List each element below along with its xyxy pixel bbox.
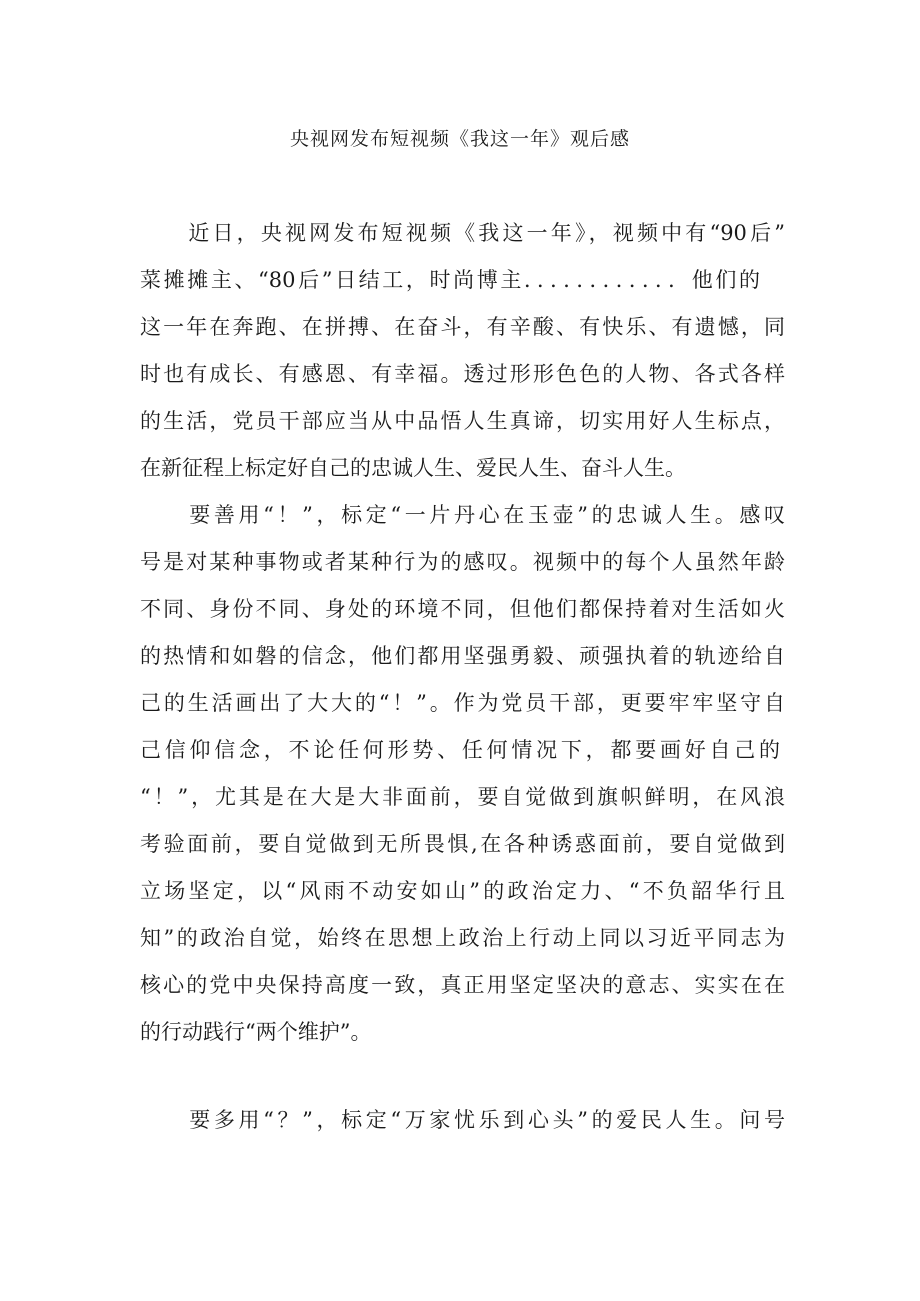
- text-line: 立场坚定，以“风雨不动安如山”的政治定力、“不负韶华行且: [140, 879, 785, 903]
- text-line: 的生活，党员干部应当从中品悟人生真谛，切实用好人生标点，: [140, 409, 785, 433]
- text-line: 要多用“？”，标定“万家忧乐到心头”的爱民人生。问号: [140, 1108, 785, 1132]
- text-line: 号是对某种事物或者某种行为的感叹。视频中的每个人虽然年龄: [140, 550, 785, 574]
- text-line: “！”，尤其是在大是大非面前，要自觉做到旗帜鲜明，在风浪: [140, 785, 785, 809]
- text-line: 的热情和如磐的信念，他们都用坚强勇毅、顽强执着的轨迹给自: [140, 644, 785, 668]
- text-line: 近日，央视网发布短视频《我这一年》，视频中有“90后”: [140, 221, 785, 245]
- text-line: 己的生活画出了大大的“！”。作为党员干部，更要牢牢坚守自: [140, 691, 785, 715]
- text-line: 核心的党中央保持高度一致，真正用坚定坚决的意志、实实在在: [140, 973, 785, 997]
- text-line: 考验面前，要自觉做到无所畏惧,在各种诱惑面前，要自觉做到: [140, 832, 785, 856]
- text-line: 这一年在奔跑、在拼搏、在奋斗，有辛酸、有快乐、有遗憾，同: [140, 315, 785, 339]
- text-line: 不同、身份不同、身处的环境不同，但他们都保持着对生活如火: [140, 597, 785, 621]
- text-line: 菜摊摊主、“80后”日结工，时尚博主．．．．．．．．．．．．他们的: [140, 268, 760, 292]
- text-line: 己信仰信念，不论任何形势、任何情况下，都要画好自己的: [140, 738, 780, 762]
- text-line: 在新征程上标定好自己的忠诚人生、爱民人生、奋斗人生。: [140, 456, 686, 480]
- text-line: 要善用“！”，标定“一片丹心在玉壶”的忠诚人生。感叹: [140, 503, 785, 527]
- text-line: 知”的政治自觉，始终在思想上政治上行动上同以习近平同志为: [140, 926, 785, 950]
- text-line: 时也有成长、有感恩、有幸福。透过形形色色的人物、各式各样: [140, 362, 785, 386]
- document-title: 央视网发布短视频《我这一年》观后感: [289, 128, 630, 150]
- text-line: 的行动践行“两个维护”。: [140, 1020, 372, 1044]
